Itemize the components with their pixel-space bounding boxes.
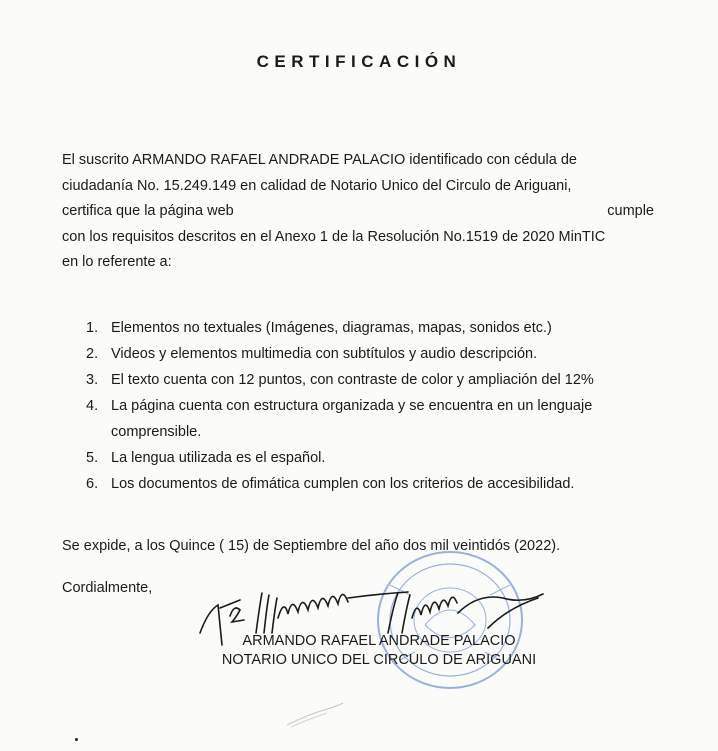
list-item-number: 2. [86,346,99,362]
list-item-text: El texto cuenta con 12 puntos, con contraste de color y ampliación del 12% [111,372,594,388]
list-item [86,341,656,367]
list-item-number: 1. [86,320,99,336]
signatory-role: NOTARIO UNICO DEL CIRCULO DE ARIGUANI [221,652,537,668]
requirements-list [86,315,656,497]
list-item-number: 4. [86,398,99,414]
list-item-text: Elementos no textuales (Imágenes, diagramas, mapas, sonidos etc.) [111,320,552,336]
intro-line-2: ciudadanía No. 15.249.149 en calidad de Notario Unico del Circulo de Ariguani, [62,177,572,194]
closing-text: Cordialmente, [62,580,153,596]
intro-line-4: con los requisitos descritos en el Anexo 1 de la Resolución No.1519 de 2020 MinTIC [62,228,606,245]
list-item-text: La lengua utilizada es el español. [111,450,326,466]
list-item-number: 3. [86,372,99,388]
intro-line-3-left: certifica que la página web [62,203,234,219]
list-item-text: Los documentos de ofimática cumplen con los criterios de accesibilidad. [111,476,575,492]
intro-line-3 [62,199,654,225]
list-item [86,445,656,471]
list-item [86,393,656,445]
list-item [86,471,656,497]
list-item-number: 5. [86,450,99,466]
intro-line-5: en lo referente a: [62,254,172,270]
signatory-name: ARMANDO RAFAEL ANDRADE PALACIO [242,633,516,649]
intro-line-3-right: cumple [607,203,654,219]
ink-dot [75,738,78,741]
issue-date-text: Se expide, a los Quince ( 15) de Septiembre del año dos mil veintidós (2022). [62,538,561,554]
list-item [86,315,656,341]
list-item-text: Videos y elementos multimedia con subtítulos y audio descripción. [111,346,538,362]
page-title: CERTIFICACIÓN [256,52,462,71]
list-item [86,367,656,393]
signatory-block [0,632,718,670]
intro-line-1-text: El suscrito ARMANDO RAFAEL ANDRADE PALACIO identificado con cédula de [62,152,577,168]
smudge-mark [285,700,345,730]
list-item-number: 6. [86,476,99,492]
list-item-text: La página cuenta con estructura organizada y se encuentra en un lenguaje comprensible. [111,398,593,440]
intro-paragraph [62,148,654,276]
intro-line-1 [62,148,654,174]
